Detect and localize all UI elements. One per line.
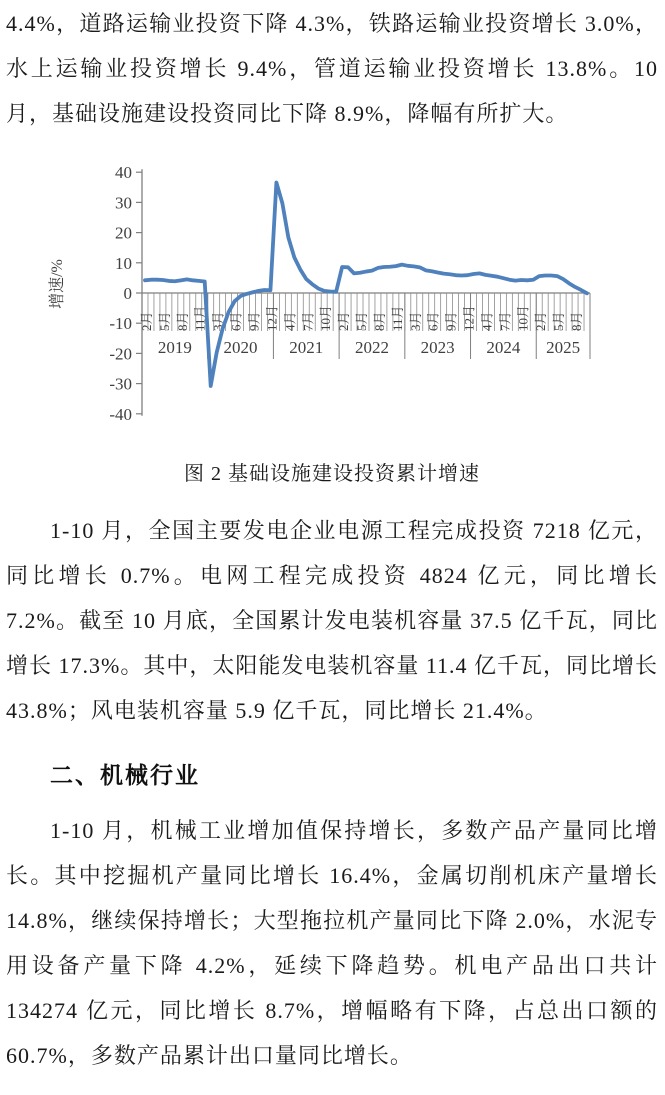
svg-text:12月: 12月 [264,304,280,331]
svg-text:2月: 2月 [533,311,549,331]
svg-text:8月: 8月 [569,311,585,331]
svg-text:9月: 9月 [443,311,459,331]
svg-text:2月: 2月 [138,311,154,331]
svg-text:2月: 2月 [336,311,352,331]
svg-text:4月: 4月 [479,311,495,331]
svg-text:7月: 7月 [497,311,513,331]
svg-text:-30: -30 [109,374,132,394]
svg-text:2019: 2019 [157,338,192,357]
svg-text:7月: 7月 [300,311,316,331]
paragraph-machinery-industry: 1-10 月，机械工业增加值保持增长，多数产品产量同比增长。其中挖掘机产量同比增长 16.4%，金属切削机床产量增长 14.8%，继续保持增长；大型拖拉机产量同比下降 2.0%，水泥专用设备产量下降 4.2%，延续下降趋势。机电产品出口共计 134274 亿元，同比增长 8.7%，增幅略有下降，占总出口额的 60.7%，多数产品累计出口量同比增长。 [6,818,658,1068]
svg-text:40: 40 [115,163,132,183]
svg-text:5月: 5月 [551,311,567,331]
svg-text:-40: -40 [109,404,132,424]
paragraph-power-investment: 1-10 月，全国主要发电企业电源工程完成投资 7218 亿元，同比增长 0.7%。电网工程完成投资 4824 亿元，同比增长 7.2%。截至 10 月底，全国累计发电装机容量 37.5 亿千瓦，同比增长 17.3%。其中，太阳能发电装机容量 11.4 亿千瓦，同比增长 43.8%；风电装机容量 5.9 亿千瓦，同比增长 21.4%。 [6,518,659,723]
figure-caption: 图 2 基础设施建设投资累计增速 [184,463,480,485]
svg-text:5月: 5月 [156,311,172,331]
svg-text:10: 10 [115,253,132,273]
svg-text:2025: 2025 [546,338,581,357]
svg-text:3月: 3月 [407,311,423,331]
svg-text:2023: 2023 [420,338,455,357]
svg-text:6月: 6月 [228,311,244,331]
svg-text:9月: 9月 [246,311,262,331]
svg-text:10月: 10月 [318,304,334,331]
svg-text:5月: 5月 [354,311,370,331]
svg-text:11月: 11月 [192,305,208,331]
svg-text:12月: 12月 [461,304,477,331]
svg-text:30: 30 [115,193,132,213]
svg-text:11月: 11月 [389,305,405,331]
svg-text:0: 0 [123,284,132,303]
svg-text:2024: 2024 [486,338,521,357]
paragraph-transport-investment: 4.4%，道路运输业投资下降 4.3%，铁路运输业投资增长 3.0%，水上运输业投资增长 9.4%，管道运输业投资增长 13.8%。10 月，基础设施建设投资同比下降 8.9%，降幅有所扩大。 [6,11,658,126]
document-page [0,1,665,1078]
svg-text:3月: 3月 [210,311,226,331]
svg-text:2020: 2020 [223,338,258,357]
svg-text:10月: 10月 [515,304,531,331]
infrastructure-growth-line-chart [40,149,615,441]
svg-text:2022: 2022 [354,338,389,357]
infrastructure-growth-figure [6,149,658,487]
y-axis-title: 增速/% [49,259,66,309]
svg-text:4月: 4月 [282,311,298,331]
svg-text:6月: 6月 [425,311,441,331]
svg-text:2021: 2021 [289,338,324,357]
svg-text:8月: 8月 [174,311,190,331]
svg-text:-20: -20 [109,344,132,364]
section-heading-machinery: 二、机械行业 [50,762,200,788]
svg-text:8月: 8月 [371,311,387,331]
svg-text:-10: -10 [109,314,132,334]
svg-text:20: 20 [115,223,132,243]
